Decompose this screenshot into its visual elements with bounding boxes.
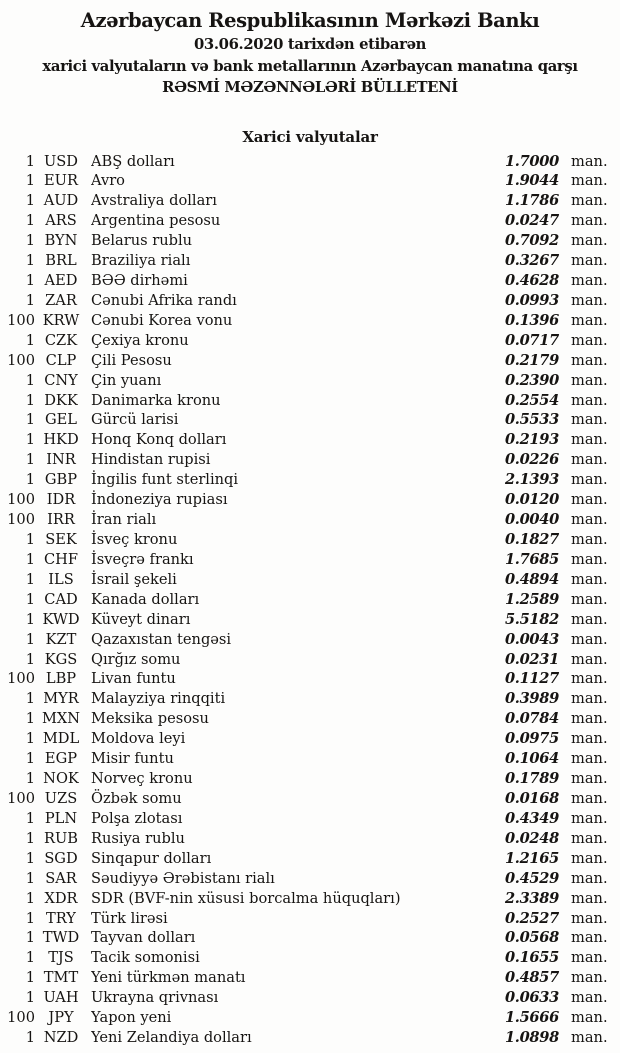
currency-name: SDR (BVF-nin xüsusi borcalma hüquqları) bbox=[91, 889, 401, 907]
rate-row bbox=[0, 152, 608, 172]
rate-value: 0.0633 bbox=[504, 989, 559, 1007]
quantity: 100 bbox=[7, 670, 35, 688]
currency-code: KWD bbox=[42, 610, 80, 628]
currency-name: İsveçrə frankı bbox=[91, 550, 194, 568]
currency-name: İngilis funt sterlinqi bbox=[91, 471, 239, 489]
rate-value: 0.0993 bbox=[504, 291, 559, 309]
currency-code: UAH bbox=[43, 989, 79, 1007]
currency-code: LBP bbox=[45, 670, 77, 688]
unit-label: man. bbox=[571, 431, 608, 449]
unit-label: man. bbox=[571, 610, 608, 628]
currency-name: Braziliya rialı bbox=[91, 252, 191, 270]
currency-name: İsrail şekeli bbox=[91, 570, 177, 588]
currency-code: IDR bbox=[46, 491, 76, 509]
quantity: 1 bbox=[25, 650, 35, 668]
rate-value: 0.0784 bbox=[504, 710, 559, 728]
rate-row bbox=[0, 410, 608, 430]
currency-code: TWD bbox=[42, 929, 80, 947]
unit-label: man. bbox=[571, 411, 608, 429]
currency-name: BƏƏ dirhəmi bbox=[91, 272, 188, 290]
rate-row bbox=[0, 1008, 608, 1028]
rate-row bbox=[0, 211, 608, 231]
bank-name-title: Azərbaycan Respublikasının Mərkəzi Bankı bbox=[80, 9, 540, 32]
rate-value: 1.0898 bbox=[504, 1029, 559, 1047]
rate-row bbox=[0, 530, 608, 550]
rate-row bbox=[0, 1028, 608, 1048]
rate-value: 1.2589 bbox=[504, 590, 559, 608]
rate-row bbox=[0, 470, 608, 490]
currency-name: Çili Pesosu bbox=[91, 351, 172, 369]
rate-row bbox=[0, 191, 608, 211]
quantity: 1 bbox=[25, 550, 35, 568]
rate-row bbox=[0, 669, 608, 689]
currency-name: Küveyt dinarı bbox=[91, 610, 191, 628]
rate-row bbox=[0, 490, 608, 510]
currency-name: Avstraliya dolları bbox=[91, 192, 217, 210]
unit-label: man. bbox=[571, 311, 608, 329]
currency-code: TRY bbox=[46, 909, 76, 927]
rate-row bbox=[0, 948, 608, 968]
currency-name: Türk lirəsi bbox=[91, 909, 168, 927]
unit-label: man. bbox=[571, 371, 608, 389]
unit-label: man. bbox=[571, 550, 608, 568]
rate-row bbox=[0, 749, 608, 769]
currency-code: CHF bbox=[43, 550, 79, 568]
rate-row bbox=[0, 689, 608, 709]
currency-code: BRL bbox=[45, 252, 77, 270]
rate-value: 0.3989 bbox=[504, 690, 559, 708]
rate-value: 0.1789 bbox=[504, 770, 559, 788]
currency-code: TMT bbox=[43, 969, 79, 987]
quantity: 100 bbox=[7, 311, 35, 329]
quantity: 1 bbox=[25, 1029, 35, 1047]
currency-name: Ukrayna qrivnası bbox=[91, 989, 219, 1007]
currency-code: TJS bbox=[48, 949, 74, 967]
currency-code: JPY bbox=[48, 1009, 74, 1027]
quantity: 1 bbox=[25, 252, 35, 270]
rate-row bbox=[0, 331, 608, 351]
rate-row bbox=[0, 869, 608, 889]
rate-row bbox=[0, 809, 608, 829]
rate-row bbox=[0, 789, 608, 809]
rate-value: 0.2193 bbox=[504, 431, 559, 449]
rate-row bbox=[0, 171, 608, 191]
unit-label: man. bbox=[571, 570, 608, 588]
unit-label: man. bbox=[571, 192, 608, 210]
unit-label: man. bbox=[571, 291, 608, 309]
quantity: 100 bbox=[7, 491, 35, 509]
rate-row bbox=[0, 829, 608, 849]
quantity: 100 bbox=[7, 351, 35, 369]
quantity: 1 bbox=[25, 710, 35, 728]
unit-label: man. bbox=[571, 232, 608, 250]
quantity: 1 bbox=[25, 172, 35, 190]
quantity: 1 bbox=[25, 411, 35, 429]
currency-name: Malayziya rinqqiti bbox=[91, 690, 226, 708]
currency-name: İndoneziya rupiası bbox=[91, 491, 228, 509]
rate-value: 0.2390 bbox=[504, 371, 559, 389]
currency-name: İran rialı bbox=[91, 511, 157, 529]
rate-value: 5.5182 bbox=[504, 610, 559, 628]
rate-value: 0.1827 bbox=[504, 531, 559, 549]
currency-code: IRR bbox=[47, 511, 75, 529]
currency-name: Yapon yeni bbox=[91, 1009, 172, 1027]
rate-row bbox=[0, 610, 608, 630]
rate-row bbox=[0, 311, 608, 331]
rate-value: 0.2527 bbox=[504, 909, 559, 927]
rate-row bbox=[0, 889, 608, 909]
currency-name: Çexiya kronu bbox=[91, 331, 189, 349]
currency-code: RUB bbox=[43, 829, 78, 847]
quantity: 1 bbox=[25, 610, 35, 628]
unit-label: man. bbox=[571, 471, 608, 489]
unit-label: man. bbox=[571, 212, 608, 230]
unit-label: man. bbox=[571, 829, 608, 847]
unit-label: man. bbox=[571, 272, 608, 290]
quantity: 1 bbox=[25, 371, 35, 389]
currency-name: Argentina pesosu bbox=[91, 212, 221, 230]
rate-row bbox=[0, 729, 608, 749]
rate-value: 0.1127 bbox=[504, 670, 559, 688]
rate-row bbox=[0, 391, 608, 411]
unit-label: man. bbox=[571, 1029, 608, 1047]
quantity: 100 bbox=[7, 790, 35, 807]
quantity: 1 bbox=[25, 969, 35, 987]
quantity: 100 bbox=[7, 1009, 35, 1027]
quantity: 1 bbox=[25, 809, 35, 827]
rate-value: 0.0168 bbox=[504, 790, 559, 807]
currency-code: SGD bbox=[44, 849, 78, 867]
unit-label: man. bbox=[571, 929, 608, 947]
currency-code: ZAR bbox=[45, 291, 77, 309]
currency-name: Qazaxıstan tengəsi bbox=[91, 630, 232, 648]
effective-date-line: 03.06.2020 tarixdən etibarən bbox=[193, 36, 427, 53]
currency-name: Norveç kronu bbox=[91, 770, 193, 788]
currency-code: GEL bbox=[44, 411, 77, 429]
quantity: 1 bbox=[25, 849, 35, 867]
currency-code: AUD bbox=[43, 192, 79, 210]
currency-name: Tayvan dolları bbox=[91, 929, 196, 947]
quantity: 1 bbox=[25, 730, 35, 748]
currency-code: NOK bbox=[43, 770, 79, 788]
currency-name: Polşa zlotası bbox=[91, 809, 183, 827]
rate-row bbox=[0, 928, 608, 948]
currency-code: EGP bbox=[44, 750, 78, 768]
currency-name: Danimarka kronu bbox=[91, 391, 221, 409]
currency-name: Kanada dolları bbox=[91, 590, 200, 608]
quantity: 1 bbox=[25, 590, 35, 608]
unit-label: man. bbox=[571, 710, 608, 728]
quantity: 1 bbox=[25, 471, 35, 489]
rate-value: 2.1393 bbox=[504, 471, 559, 489]
unit-label: man. bbox=[571, 630, 608, 648]
rate-row bbox=[0, 570, 608, 590]
quantity: 1 bbox=[25, 889, 35, 907]
currency-code: DKK bbox=[44, 391, 78, 409]
unit-label: man. bbox=[571, 511, 608, 529]
rate-value: 1.5666 bbox=[504, 1009, 559, 1027]
quantity: 1 bbox=[25, 929, 35, 947]
quantity: 1 bbox=[25, 531, 35, 549]
rate-value: 0.0247 bbox=[504, 212, 559, 230]
currency-code: AED bbox=[44, 272, 78, 290]
unit-label: man. bbox=[571, 252, 608, 270]
currency-code: HKD bbox=[43, 431, 79, 449]
rate-value: 1.7685 bbox=[504, 550, 559, 568]
rate-value: 0.0975 bbox=[504, 730, 559, 748]
currency-name: Misir funtu bbox=[91, 750, 174, 768]
unit-label: man. bbox=[571, 351, 608, 369]
unit-label: man. bbox=[571, 969, 608, 987]
rate-row bbox=[0, 650, 608, 670]
currency-name: Livan funtu bbox=[91, 670, 176, 688]
quantity: 1 bbox=[25, 431, 35, 449]
bulletin-title: RƏSMİ MƏZƏNNƏLƏRİ BÜLLETENİ bbox=[162, 79, 458, 96]
section-title-foreign-currencies: Xarici valyutalar bbox=[242, 127, 378, 146]
rate-value: 0.2554 bbox=[504, 391, 559, 409]
rate-value: 0.0248 bbox=[504, 829, 559, 847]
rate-row bbox=[0, 630, 608, 650]
unit-label: man. bbox=[571, 531, 608, 549]
bulletin-header bbox=[0, 0, 620, 99]
currency-name: Meksika pesosu bbox=[91, 710, 209, 728]
currency-code: ILS bbox=[48, 570, 74, 588]
currency-code: MYR bbox=[43, 690, 79, 708]
quantity: 1 bbox=[25, 829, 35, 847]
currency-code: CZK bbox=[44, 331, 78, 349]
currency-name: Gürcü larisi bbox=[91, 411, 179, 429]
unit-label: man. bbox=[571, 491, 608, 509]
quantity: 1 bbox=[25, 690, 35, 708]
unit-label: man. bbox=[571, 809, 608, 827]
currency-name: Özbək somu bbox=[91, 790, 182, 807]
rate-row bbox=[0, 231, 608, 251]
unit-label: man. bbox=[571, 889, 608, 907]
rate-value: 1.2165 bbox=[504, 849, 559, 867]
currency-name: Səudiyyə Ərəbistanı rialı bbox=[91, 869, 275, 887]
rate-value: 0.0120 bbox=[504, 491, 559, 509]
quantity: 1 bbox=[25, 869, 35, 887]
unit-label: man. bbox=[571, 989, 608, 1007]
currency-code: SAR bbox=[45, 869, 77, 887]
unit-label: man. bbox=[571, 790, 608, 807]
unit-label: man. bbox=[571, 670, 608, 688]
rate-value: 0.4349 bbox=[504, 809, 559, 827]
currency-name: Yeni türkmən manatı bbox=[91, 969, 246, 987]
currency-code: CLP bbox=[45, 351, 77, 369]
rate-row bbox=[0, 849, 608, 869]
currency-code: PLN bbox=[44, 809, 78, 827]
rate-value: 1.7000 bbox=[504, 152, 559, 170]
rate-row bbox=[0, 371, 608, 391]
unit-label: man. bbox=[571, 1009, 608, 1027]
rate-row bbox=[0, 550, 608, 570]
rate-value: 0.1396 bbox=[504, 311, 559, 329]
currency-name: Honq Konq dolları bbox=[91, 431, 227, 449]
currency-code: KGS bbox=[44, 650, 78, 668]
currency-code: EUR bbox=[44, 172, 78, 190]
rate-value: 1.9044 bbox=[504, 172, 559, 190]
currency-code: KRW bbox=[42, 311, 80, 329]
quantity: 1 bbox=[25, 331, 35, 349]
currency-code: GBP bbox=[44, 471, 78, 489]
unit-label: man. bbox=[571, 650, 608, 668]
quantity: 1 bbox=[25, 391, 35, 409]
rate-value: 0.4529 bbox=[504, 869, 559, 887]
currency-code: ARS bbox=[45, 212, 77, 230]
currency-name: Sinqapur dolları bbox=[91, 849, 212, 867]
unit-label: man. bbox=[571, 869, 608, 887]
quantity: 1 bbox=[25, 750, 35, 768]
unit-label: man. bbox=[571, 949, 608, 967]
rate-value: 0.0231 bbox=[504, 650, 559, 668]
unit-label: man. bbox=[571, 391, 608, 409]
rate-row bbox=[0, 430, 608, 450]
quantity: 1 bbox=[25, 291, 35, 309]
rate-value: 0.5533 bbox=[504, 411, 559, 429]
currency-code: SEK bbox=[45, 531, 77, 549]
currency-name: Yeni Zelandiya dolları bbox=[91, 1029, 252, 1047]
rate-value: 0.0717 bbox=[504, 331, 559, 349]
rate-value: 0.3267 bbox=[504, 252, 559, 270]
quantity: 1 bbox=[25, 770, 35, 788]
unit-label: man. bbox=[571, 152, 608, 170]
currency-name: Tacik somonisi bbox=[91, 949, 200, 967]
rate-row bbox=[0, 590, 608, 610]
quantity: 1 bbox=[25, 232, 35, 250]
unit-label: man. bbox=[571, 172, 608, 190]
quantity: 1 bbox=[25, 949, 35, 967]
rate-value: 0.1064 bbox=[504, 750, 559, 768]
quantity: 1 bbox=[25, 570, 35, 588]
unit-label: man. bbox=[571, 770, 608, 788]
subject-line: xarici valyutaların və bank metallarının Azərbaycan manatına qarşı bbox=[42, 57, 578, 75]
rate-value: 0.0226 bbox=[504, 451, 559, 469]
rate-value: 0.7092 bbox=[504, 232, 559, 250]
rate-value: 0.4857 bbox=[504, 969, 559, 987]
unit-label: man. bbox=[571, 451, 608, 469]
rate-value: 0.0040 bbox=[504, 511, 559, 529]
rate-row bbox=[0, 909, 608, 929]
rate-row bbox=[0, 291, 608, 311]
currency-name: ABŞ dolları bbox=[91, 152, 175, 170]
rate-row bbox=[0, 271, 608, 291]
quantity: 1 bbox=[25, 192, 35, 210]
rate-row bbox=[0, 510, 608, 530]
currency-name: Rusiya rublu bbox=[91, 829, 185, 847]
rate-value: 1.1786 bbox=[504, 192, 559, 210]
rate-value: 0.0568 bbox=[504, 929, 559, 947]
quantity: 1 bbox=[25, 272, 35, 290]
rate-value: 0.4894 bbox=[504, 570, 559, 588]
currency-name: İsveç kronu bbox=[91, 531, 178, 549]
currency-code: UZS bbox=[44, 790, 78, 807]
unit-label: man. bbox=[571, 909, 608, 927]
rate-value: 0.2179 bbox=[504, 351, 559, 369]
quantity: 1 bbox=[25, 212, 35, 230]
currency-code: MXN bbox=[41, 710, 81, 728]
unit-label: man. bbox=[571, 590, 608, 608]
unit-label: man. bbox=[571, 849, 608, 867]
rate-row bbox=[0, 988, 608, 1008]
currency-code: USD bbox=[44, 152, 78, 170]
rate-value: 0.4628 bbox=[504, 272, 559, 290]
rates-table bbox=[0, 152, 620, 1048]
currency-name: Hindistan rupisi bbox=[91, 451, 211, 469]
currency-code: BYN bbox=[44, 232, 78, 250]
rate-row bbox=[0, 709, 608, 729]
rate-value: 0.0043 bbox=[504, 630, 559, 648]
unit-label: man. bbox=[571, 331, 608, 349]
quantity: 1 bbox=[25, 909, 35, 927]
rate-row bbox=[0, 769, 608, 789]
currency-name: Avro bbox=[91, 172, 125, 190]
quantity: 1 bbox=[25, 989, 35, 1007]
currency-name: Moldova leyi bbox=[91, 730, 186, 748]
unit-label: man. bbox=[571, 750, 608, 768]
unit-label: man. bbox=[571, 690, 608, 708]
currency-name: Belarus rublu bbox=[91, 232, 193, 250]
rate-row bbox=[0, 351, 608, 371]
currency-code: XDR bbox=[44, 889, 78, 907]
rate-row bbox=[0, 251, 608, 271]
currency-code: NZD bbox=[43, 1029, 79, 1047]
currency-code: CAD bbox=[44, 590, 78, 608]
quantity: 100 bbox=[7, 511, 35, 529]
currency-name: Cənubi Afrika randı bbox=[91, 291, 237, 309]
currency-name: Qırğız somu bbox=[91, 650, 181, 668]
currency-code: CNY bbox=[44, 371, 78, 389]
quantity: 1 bbox=[25, 451, 35, 469]
currency-name: Cənubi Korea vonu bbox=[91, 311, 233, 329]
quantity: 1 bbox=[25, 630, 35, 648]
rate-row bbox=[0, 968, 608, 988]
rate-value: 0.1655 bbox=[504, 949, 559, 967]
rate-value: 2.3389 bbox=[504, 889, 559, 907]
currency-code: INR bbox=[46, 451, 76, 469]
currency-code: MDL bbox=[42, 730, 80, 748]
rate-row bbox=[0, 450, 608, 470]
currency-name: Çin yuanı bbox=[91, 371, 162, 389]
quantity: 1 bbox=[25, 152, 35, 170]
unit-label: man. bbox=[571, 730, 608, 748]
currency-code: KZT bbox=[45, 630, 77, 648]
